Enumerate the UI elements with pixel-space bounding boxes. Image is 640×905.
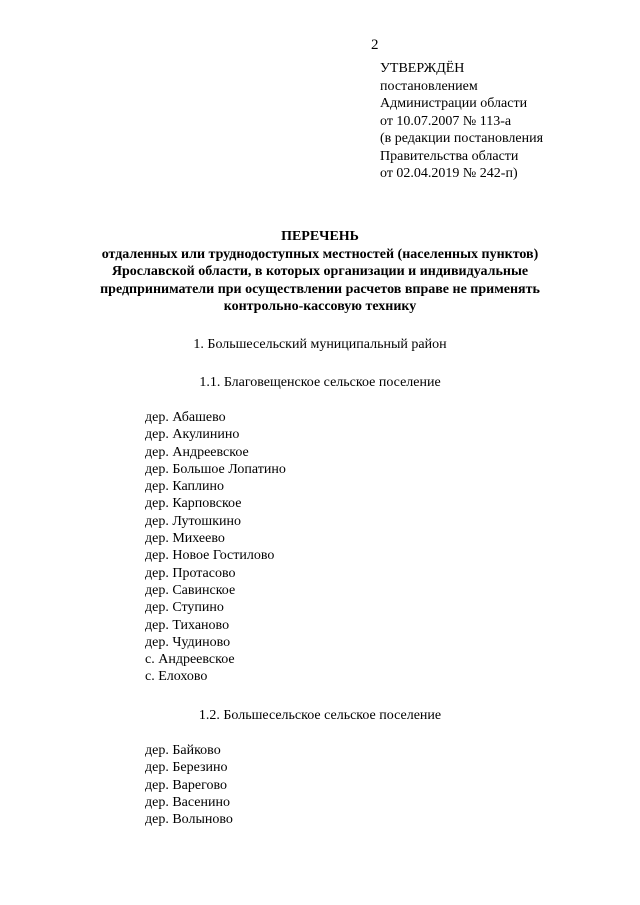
approval-stamp: [380, 60, 543, 183]
approval-line: от 02.04.2019 № 242-п): [380, 166, 518, 181]
list-item: дер. Акулинино: [145, 427, 240, 443]
district-heading: 1. Большесельский муниципальный район: [193, 337, 447, 352]
list-item: дер. Протасово: [145, 565, 236, 581]
title-line: контрольно-кассовую технику: [223, 299, 417, 315]
list-item: дер. Абашево: [145, 410, 226, 425]
approval-line: постановлением: [380, 78, 478, 94]
list-item: дер. Лутошкино: [145, 513, 241, 529]
title-heading: ПЕРЕЧЕНЬ: [281, 229, 359, 244]
page-number: 2: [371, 37, 379, 53]
list-item: дер. Волыново: [145, 812, 233, 828]
list-item: дер. Каплино: [145, 479, 224, 495]
title-line: отдаленных или труднодоступных местностей (населенных пунктов): [101, 246, 539, 262]
list-item: дер. Березино: [145, 760, 228, 776]
approval-line: УТВЕРЖДЁН: [380, 61, 465, 76]
section-heading: 1.2. Большесельское сельское поселение: [198, 708, 442, 723]
list-item: дер. Новое Гостилово: [145, 548, 275, 564]
list-item: дер. Карповское: [145, 496, 242, 512]
list-item: дер. Тиханово: [145, 617, 230, 633]
list-item: с. Елохово: [145, 669, 208, 685]
list-item: дер. Большое Лопатино: [145, 461, 286, 477]
approval-line: Правительства области: [380, 148, 519, 164]
approval-line: от 10.07.2007 № 113-а: [380, 113, 512, 129]
list-item: дер. Андреевское: [145, 444, 249, 460]
list-item: дер. Михеево: [145, 531, 225, 547]
list-item: с. Андреевское: [145, 652, 235, 668]
list-item: дер. Варегово: [145, 777, 228, 793]
approval-line: (в редакции постановления: [380, 131, 544, 146]
list-item: дер. Васенино: [145, 794, 230, 810]
title-line: Ярославской области, в которых организации и индивидуальные: [111, 264, 529, 280]
section-heading: 1.1. Благовещенское сельское поселение: [199, 375, 441, 390]
settlement-list: [145, 742, 233, 828]
document-title: [0, 228, 640, 316]
list-item: дер. Чудиново: [145, 634, 231, 650]
list-item: дер. Савинское: [145, 582, 236, 598]
settlement-list: [145, 409, 286, 686]
list-item: дер. Ступино: [145, 600, 224, 616]
title-line: предприниматели при осуществлении расчетов вправе не применять: [100, 281, 540, 297]
list-item: дер. Байково: [145, 743, 221, 758]
approval-line: Администрации области: [380, 96, 528, 111]
